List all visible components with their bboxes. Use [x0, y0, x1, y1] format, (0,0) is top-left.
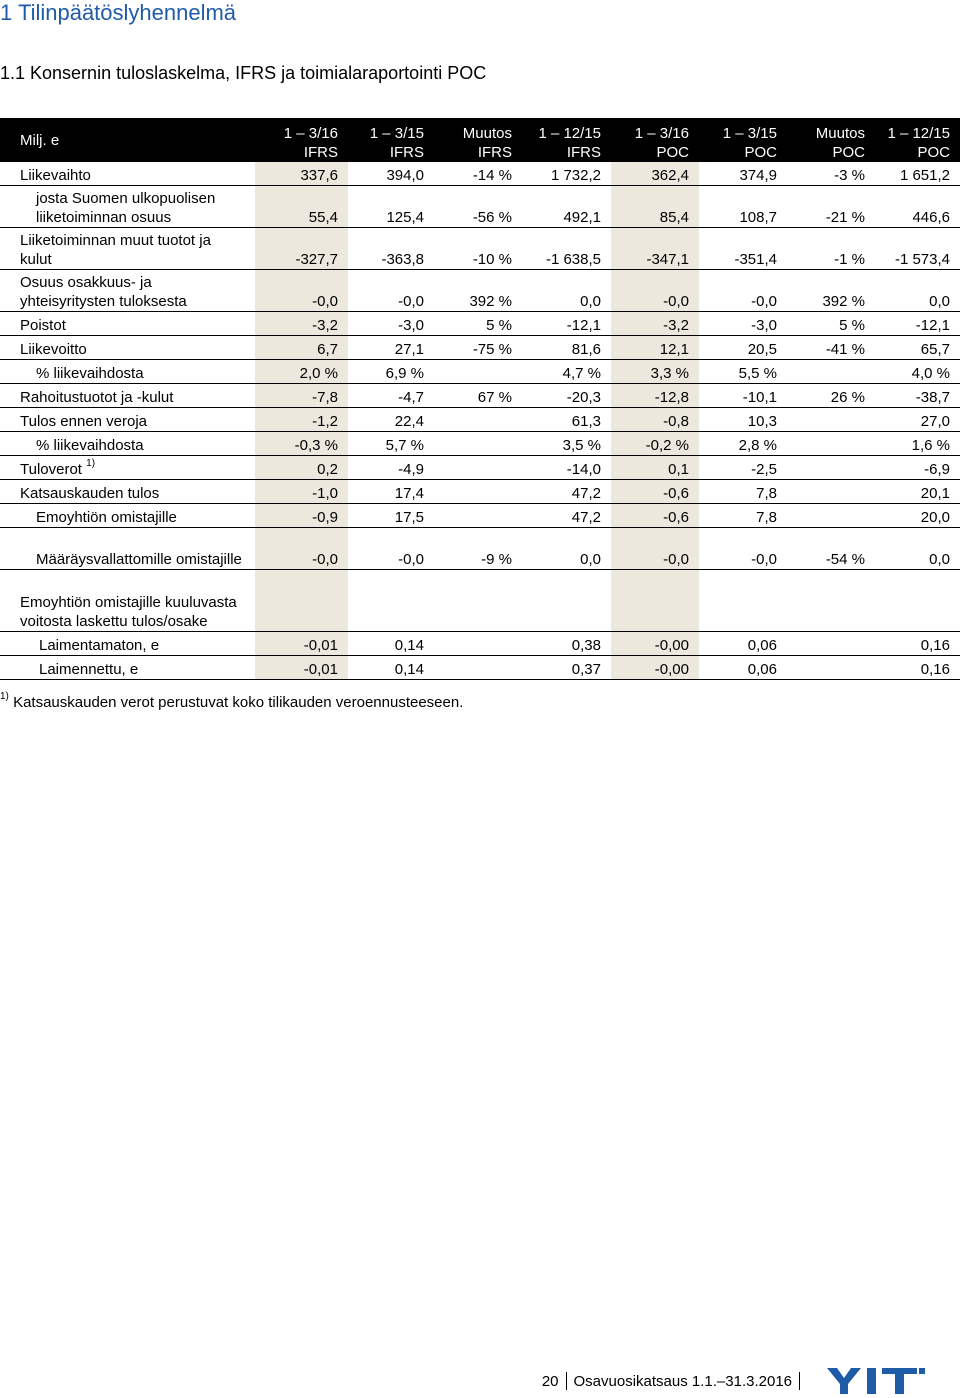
- column-header: 1 – 3/15 POC: [699, 118, 787, 162]
- footer-divider: [799, 1372, 800, 1390]
- table-cell: -0,0: [255, 270, 348, 312]
- table-cell: -10,1: [699, 384, 787, 408]
- unit-label: Milj. e: [0, 118, 255, 162]
- footnote-text: Katsauskauden verot perustuvat koko tilikauden veroennusteeseen.: [13, 694, 464, 711]
- table-cell: [787, 360, 875, 384]
- column-header: 1 – 12/15 IFRS: [522, 118, 611, 162]
- table-cell: -0,01: [255, 656, 348, 680]
- table-row: [0, 228, 960, 270]
- row-label-text: % liikevaihdosta: [36, 437, 144, 454]
- table-cell: 0,0: [522, 270, 611, 312]
- table-row: [0, 408, 960, 432]
- table-cell: 2,0 %: [255, 360, 348, 384]
- table-cell: 5 %: [434, 312, 522, 336]
- column-header: Muutos IFRS: [434, 118, 522, 162]
- row-label-text: Liikevaihto: [20, 167, 91, 184]
- row-label-text: Määräysvallattomille omistajille: [36, 551, 242, 568]
- row-label: [0, 360, 255, 384]
- row-label-text: Katsauskauden tulos: [20, 485, 160, 502]
- table-cell: 26 %: [787, 384, 875, 408]
- table-cell: -3,2: [611, 312, 699, 336]
- row-label: [0, 162, 255, 186]
- table-cell: 392 %: [434, 270, 522, 312]
- page-footer: [542, 1370, 925, 1392]
- table-cell: 20,5: [699, 336, 787, 360]
- table-cell: 0,16: [875, 632, 960, 656]
- table-cell: -0,0: [255, 528, 348, 570]
- table-cell: 67 %: [434, 384, 522, 408]
- table-cell: 5,5 %: [699, 360, 787, 384]
- table-cell: 17,5: [348, 504, 434, 528]
- table-cell: -21 %: [787, 186, 875, 228]
- table-cell: [434, 408, 522, 432]
- table-cell: -0,2 %: [611, 432, 699, 456]
- table-cell: -54 %: [787, 528, 875, 570]
- table-cell: 20,0: [875, 504, 960, 528]
- table-header-row: [0, 118, 960, 162]
- table-cell: -363,8: [348, 228, 434, 270]
- table-cell: -7,8: [255, 384, 348, 408]
- table-cell: -0,0: [699, 270, 787, 312]
- table-cell: 1 651,2: [875, 162, 960, 186]
- table-cell: 2,8 %: [699, 432, 787, 456]
- table-row: [0, 186, 960, 228]
- table-cell: [434, 570, 522, 632]
- footer-divider: [566, 1372, 567, 1390]
- table-cell: 0,37: [522, 656, 611, 680]
- table-cell: [875, 570, 960, 632]
- table-cell: 0,14: [348, 656, 434, 680]
- table-cell: 85,4: [611, 186, 699, 228]
- table-cell: 47,2: [522, 504, 611, 528]
- row-label-text: Emoyhtiön omistajille: [36, 509, 177, 526]
- table-cell: 337,6: [255, 162, 348, 186]
- table-cell: 6,9 %: [348, 360, 434, 384]
- table-cell: 0,38: [522, 632, 611, 656]
- table-cell: -4,7: [348, 384, 434, 408]
- table-cell: [434, 456, 522, 480]
- table-row: [0, 270, 960, 312]
- table-row: [0, 504, 960, 528]
- table-row: [0, 528, 960, 570]
- table-cell: -0,0: [348, 270, 434, 312]
- table-cell: 20,1: [875, 480, 960, 504]
- table-cell: -3,2: [255, 312, 348, 336]
- column-header: 1 – 3/16 IFRS: [255, 118, 348, 162]
- table-row: [0, 162, 960, 186]
- column-header: 1 – 3/15 IFRS: [348, 118, 434, 162]
- table-cell: -12,1: [522, 312, 611, 336]
- table-cell: 362,4: [611, 162, 699, 186]
- footnote-ref: 1): [86, 458, 96, 469]
- table-cell: [434, 360, 522, 384]
- table-cell: 374,9: [699, 162, 787, 186]
- table-cell: -1 573,4: [875, 228, 960, 270]
- row-label-text: Tulos ennen veroja: [20, 413, 148, 430]
- table-cell: 27,1: [348, 336, 434, 360]
- table-cell: -351,4: [699, 228, 787, 270]
- table-cell: [434, 656, 522, 680]
- table-cell: -1 638,5: [522, 228, 611, 270]
- table-cell: [787, 408, 875, 432]
- table-cell: [348, 570, 434, 632]
- table-cell: [787, 456, 875, 480]
- row-label-text: Liiketoiminnan muut tuotot ja kulut: [20, 232, 211, 268]
- footer-document-name: Osavuosikatsaus 1.1.–31.3.2016: [573, 1372, 792, 1390]
- row-label-text: Laimentamaton, e: [39, 637, 160, 654]
- table-cell: 1 732,2: [522, 162, 611, 186]
- table-cell: -0,00: [611, 632, 699, 656]
- yit-logo: [827, 1368, 925, 1394]
- row-label-text: Liikevoitto: [20, 341, 87, 358]
- row-label: [0, 656, 255, 680]
- table-cell: -3,0: [348, 312, 434, 336]
- table-cell: 0,0: [875, 528, 960, 570]
- row-label-text: Tuloverot: [20, 461, 82, 478]
- table-cell: 7,8: [699, 504, 787, 528]
- table-cell: -75 %: [434, 336, 522, 360]
- table-row: [0, 480, 960, 504]
- table-cell: 4,7 %: [522, 360, 611, 384]
- table-cell: [522, 570, 611, 632]
- table-cell: -12,8: [611, 384, 699, 408]
- table-cell: [255, 570, 348, 632]
- table-cell: 394,0: [348, 162, 434, 186]
- column-header: Muutos POC: [787, 118, 875, 162]
- table-cell: -1 %: [787, 228, 875, 270]
- row-label-text: Emoyhtiön omistajille kuuluvasta voitosta laskettu tulos/osake: [20, 594, 237, 630]
- footnote: [0, 691, 464, 711]
- table-cell: 0,06: [699, 656, 787, 680]
- table-row: [0, 360, 960, 384]
- table-cell: [434, 632, 522, 656]
- table-row: [0, 432, 960, 456]
- table-cell: 65,7: [875, 336, 960, 360]
- table-cell: 446,6: [875, 186, 960, 228]
- table-cell: [434, 432, 522, 456]
- table-cell: 0,0: [522, 528, 611, 570]
- row-label: [0, 570, 255, 632]
- table-row: [0, 336, 960, 360]
- table-cell: 27,0: [875, 408, 960, 432]
- table-cell: 0,14: [348, 632, 434, 656]
- table-cell: -0,6: [611, 504, 699, 528]
- table-cell: -0,6: [611, 480, 699, 504]
- table-cell: [787, 632, 875, 656]
- row-label: [0, 408, 255, 432]
- row-label: [0, 528, 255, 570]
- table-cell: 7,8: [699, 480, 787, 504]
- row-label: [0, 312, 255, 336]
- table-cell: 0,06: [699, 632, 787, 656]
- table-cell: 81,6: [522, 336, 611, 360]
- footnote-mark: 1): [0, 691, 9, 702]
- table-cell: 0,16: [875, 656, 960, 680]
- row-label-text: Rahoitustuotot ja -kulut: [20, 389, 174, 406]
- table-cell: 6,7: [255, 336, 348, 360]
- table-cell: [787, 432, 875, 456]
- table-cell: -12,1: [875, 312, 960, 336]
- page-number: 20: [541, 1372, 559, 1390]
- table-cell: -6,9: [875, 456, 960, 480]
- table-cell: 5 %: [787, 312, 875, 336]
- table-cell: 4,0 %: [875, 360, 960, 384]
- row-label: [0, 456, 255, 480]
- table-cell: [787, 480, 875, 504]
- table-cell: 3,5 %: [522, 432, 611, 456]
- table-cell: [787, 570, 875, 632]
- table-cell: -0,9: [255, 504, 348, 528]
- table-cell: -0,8: [611, 408, 699, 432]
- row-label: [0, 228, 255, 270]
- table-cell: [699, 570, 787, 632]
- table-cell: -0,0: [348, 528, 434, 570]
- table-row: [0, 456, 960, 480]
- row-label: [0, 504, 255, 528]
- table-cell: 0,0: [875, 270, 960, 312]
- table-cell: -3,0: [699, 312, 787, 336]
- row-label-text: Laimennettu, e: [39, 661, 139, 678]
- table-cell: [787, 504, 875, 528]
- table-cell: -0,3 %: [255, 432, 348, 456]
- table-cell: 17,4: [348, 480, 434, 504]
- table-cell: 10,3: [699, 408, 787, 432]
- table-cell: -14,0: [522, 456, 611, 480]
- row-label-text: josta Suomen ulkopuolisen liiketoiminnan osuus: [36, 190, 216, 226]
- table-cell: -10 %: [434, 228, 522, 270]
- table-cell: 3,3 %: [611, 360, 699, 384]
- table-cell: -0,0: [611, 528, 699, 570]
- row-label: [0, 384, 255, 408]
- page-title: 1 Tilinpäätöslyhennelmä: [0, 0, 237, 25]
- column-header: 1 – 3/16 POC: [611, 118, 699, 162]
- table-cell: -347,1: [611, 228, 699, 270]
- table-cell: 0,1: [611, 456, 699, 480]
- table-cell: 22,4: [348, 408, 434, 432]
- table-cell: [611, 570, 699, 632]
- row-label: [0, 270, 255, 312]
- table-row: [0, 384, 960, 408]
- table-cell: -9 %: [434, 528, 522, 570]
- table-cell: 12,1: [611, 336, 699, 360]
- table-row: [0, 656, 960, 680]
- table-cell: -20,3: [522, 384, 611, 408]
- table-cell: 47,2: [522, 480, 611, 504]
- table-cell: 125,4: [348, 186, 434, 228]
- income-statement-table: [0, 118, 960, 680]
- row-label: [0, 186, 255, 228]
- table-cell: -2,5: [699, 456, 787, 480]
- table-cell: 5,7 %: [348, 432, 434, 456]
- table-row: [0, 312, 960, 336]
- table-cell: 1,6 %: [875, 432, 960, 456]
- row-label: [0, 336, 255, 360]
- table-cell: -14 %: [434, 162, 522, 186]
- table-cell: 0,2: [255, 456, 348, 480]
- table-cell: -1,0: [255, 480, 348, 504]
- row-label: [0, 432, 255, 456]
- row-label-text: Poistot: [20, 317, 66, 334]
- table-cell: [434, 480, 522, 504]
- table-cell: -1,2: [255, 408, 348, 432]
- table-cell: -0,00: [611, 656, 699, 680]
- row-label: [0, 480, 255, 504]
- table-cell: 55,4: [255, 186, 348, 228]
- table-cell: -4,9: [348, 456, 434, 480]
- table-row: [0, 570, 960, 632]
- table-cell: -3 %: [787, 162, 875, 186]
- table-cell: [434, 504, 522, 528]
- table-row: [0, 632, 960, 656]
- table-cell: [787, 656, 875, 680]
- table-cell: 61,3: [522, 408, 611, 432]
- table-cell: 108,7: [699, 186, 787, 228]
- row-label-text: % liikevaihdosta: [36, 365, 144, 382]
- column-header: 1 – 12/15 POC: [875, 118, 960, 162]
- table-cell: -327,7: [255, 228, 348, 270]
- table-cell: -38,7: [875, 384, 960, 408]
- table-cell: -0,0: [699, 528, 787, 570]
- table-cell: -0,0: [611, 270, 699, 312]
- table-cell: 392 %: [787, 270, 875, 312]
- table-cell: -56 %: [434, 186, 522, 228]
- table-cell: -0,01: [255, 632, 348, 656]
- row-label-text: Osuus osakkuus- ja yhteisyritysten tuloksesta: [20, 274, 187, 310]
- table-cell: 492,1: [522, 186, 611, 228]
- row-label: [0, 632, 255, 656]
- section-title: 1.1 Konsernin tuloslaskelma, IFRS ja toimialaraportointi POC: [0, 63, 487, 83]
- table-cell: -41 %: [787, 336, 875, 360]
